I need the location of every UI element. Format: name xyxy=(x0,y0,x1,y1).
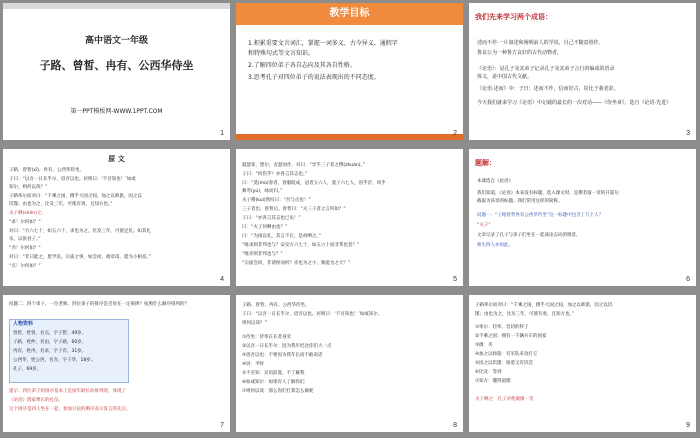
text-line: 则何以哉？” xyxy=(242,321,267,326)
text-line: 提示：四位弟子的排序基本上是按年龄长幼排列的，体现了 xyxy=(9,389,126,394)
text-line: ③毋吾以也：不要因为我年长而不敢说话 xyxy=(242,353,323,358)
slide-number: 9 xyxy=(686,422,690,429)
text-line: ⑥如或知尔：如果有人了解你们 xyxy=(242,380,305,385)
goal-line: 1.积累重要文言词汇，掌握一词多义、古今异义、通假字 xyxy=(248,40,398,47)
text-line: 对曰：“非曰能之，愿学焉。宗庙之事，如会同，端章甫，愿为小相焉。” xyxy=(9,255,151,260)
text-line: 子曰：“亦各言其志也已矣！” xyxy=(242,216,301,221)
text-line: 曰：“夫子何哂由也？” xyxy=(242,225,288,230)
text-line: 三子者出，曾皙后。曾皙曰：“夫三子者之言何如？” xyxy=(242,207,346,212)
text-line: “点！尔何如？” xyxy=(9,264,41,269)
text-line: ⑤不吾知：宾语前置，不了解我 xyxy=(242,371,305,376)
text-line: “唯求则非邦也与？安见方六七十，如五六十而非邦也者？” xyxy=(242,243,360,248)
text-line: “赤！尔何如？” xyxy=(9,246,41,251)
slide-title: 教学目标 xyxy=(329,8,370,19)
text-line: 鲁哀公为一种鲁方哀好的古代动物者。 xyxy=(477,50,563,56)
text-line: 师生四人亦如此。 xyxy=(477,243,513,248)
slide-thumbnail-8[interactable] xyxy=(236,295,463,432)
text-line: ⑦知方：懂得道理 xyxy=(475,379,511,384)
text-line: 今天我们就来学习《论语》中记载的最长的一次对话——《侍坐章》，选自《论语·先进》 xyxy=(477,100,672,106)
text-line: 这个排序是四人坐在一起，参加讨论的顺序表示发言的先后。 xyxy=(9,407,131,412)
slide-thumbnail-6[interactable] xyxy=(469,149,696,286)
slide-thumbnail-5[interactable] xyxy=(236,149,463,286)
text-line: 冉有，姓冉，名求，字子有，31岁。 xyxy=(13,349,87,354)
text-line: “唯赤则非邦也与？” xyxy=(242,252,283,257)
slide-title: 子路、曾皙、冉有、公西华侍坐 xyxy=(39,59,194,72)
slide-title: 我们先来学习两个成语： xyxy=(475,13,552,21)
text-line: 公西华，姓公西，名赤，字子华，18岁。 xyxy=(13,358,96,363)
text-line: 人物资料 xyxy=(13,321,34,327)
text-line: ③摄：夹 xyxy=(475,343,493,348)
text-line: 曰：“为国以礼，其言不让，是故哂之。” xyxy=(242,234,321,239)
text-line: 夫子哂(shěn)之。 xyxy=(9,211,46,216)
slide-thumbnail-2[interactable] xyxy=(236,3,463,140)
text-line: 夫子喟(kuì)然叹曰：“吾与点也！” xyxy=(242,198,311,203)
slide-title: 题解： xyxy=(475,159,496,167)
text-line: 《论语》：是孔子及其弟子记录孔子及其弟子言行的编成的语录 xyxy=(477,66,615,72)
text-line: 子曰：“何伤乎？亦各言其志也。” xyxy=(242,172,308,177)
text-line: 述而不作·一片叙述和阐明前人的学说，自己不随意创作。 xyxy=(477,40,604,46)
slide-number: 1 xyxy=(220,130,224,137)
text-line: ④居：平时 xyxy=(242,362,265,367)
slide-thumbnail-9[interactable] xyxy=(469,295,696,432)
slide-footer: 第一PPT模板网-WWW.1PPT.COM xyxy=(70,108,163,115)
slide-number: 8 xyxy=(453,422,457,429)
text-line: 我们知道，《论语》本来没有标题，选入课文时，是撰者取一章的开篇句 xyxy=(477,191,619,196)
goal-line: 3.思考孔子对四位弟子的说法表现出的不同态度。 xyxy=(248,74,380,81)
text-line: 体文，是中国古代文献。 xyxy=(477,74,533,80)
text-line: 子曰：“以吾一日长乎尔，毋吾以也。居则曰：‘不吾知也！’如或知尔， xyxy=(242,312,383,317)
slide-title: 原 文 xyxy=(108,155,125,163)
slide-thumbnail-1[interactable] xyxy=(3,3,230,140)
text-line: 孔子，69岁。 xyxy=(13,367,42,372)
text-line: ②以吾一日长乎尔：因为我年纪比你们大一点 xyxy=(242,344,332,349)
slide-number: 2 xyxy=(453,130,457,137)
text-line: 鼓瑟希，铿尔，舍瑟而作，对曰：“异乎三子者之撰(zhuàn)。” xyxy=(242,163,366,168)
text-line: 馑；由也为之，比及三年，可使有勇，且知方也。” xyxy=(475,312,575,317)
slide-thumbnail-7[interactable] xyxy=(3,295,230,432)
text-line: 对曰：“方六七十，如五六十，求也为之，比及三年，可使足民。如其礼 xyxy=(9,229,151,234)
goal-line: 和特殊句式等文言知识。 xyxy=(248,50,315,57)
text-line: ⑦则何以哉：那么你们打算怎么做呢 xyxy=(242,389,314,394)
text-line: ⑥比及：等到 xyxy=(475,370,502,375)
bottom-band xyxy=(236,134,463,140)
text-line: 截取为该章的标题。我们常用这样的简称。 xyxy=(477,199,563,204)
text-line: “夫子” xyxy=(477,223,491,228)
text-line: 问题一：“子路曾皙冉有公西华侍坐”这一标题中包含了几个人？ xyxy=(477,213,604,218)
text-line: 乐，以俟君子。” xyxy=(9,237,41,242)
text-line: ②千乘之国：拥有一千辆兵车的国家 xyxy=(475,334,547,339)
text-line: 曰：“莫(mù)春者，春服既成，冠者五六人，童子六七人，浴乎沂，风乎 xyxy=(242,181,386,186)
text-line: 子路率尔而对曰：“千乘之国，摄乎大国之间，加之以师旅，因之以 xyxy=(9,194,142,199)
slide-number: 6 xyxy=(686,276,690,283)
text-line: 《论语》儒家尊长的礼仪。 xyxy=(9,398,63,403)
text-line: 文章记录了孔子与弟子们坐在一起谈论志向的情景， xyxy=(477,233,581,238)
text-line: 子路率尔而对曰：“千乘之国，摄乎大国之间，加之以师旅，因之以饥 xyxy=(475,303,613,308)
slide-number: 4 xyxy=(220,276,224,283)
text-line: ①侍坐：侍奉在长者身旁 xyxy=(242,335,292,340)
text-line: ⑤因之以饥馑：接着又有饥荒 xyxy=(475,361,534,366)
text-line: 饥馑；由也为之，比及三年，可使有勇，且知方也。” xyxy=(9,202,113,207)
top-band xyxy=(3,3,230,9)
slide-thumbnail-3[interactable] xyxy=(469,3,696,140)
slide-number: 5 xyxy=(453,276,457,283)
slide-number: 3 xyxy=(686,130,690,137)
text-line: 子路，姓仲，名由，字子路，60岁。 xyxy=(13,340,87,345)
slide-number: 7 xyxy=(220,422,224,429)
text-line: ①率尔：轻率、急切的样子 xyxy=(475,325,529,330)
slide-grade: 高中语文一年级 xyxy=(84,36,148,46)
slide-thumbnail-4[interactable] xyxy=(3,149,230,286)
text-line: 子路、曾皙、冉有、公西华侍坐。 xyxy=(242,303,310,308)
slide-title: 问题二：四个弟子、一位老师、四位弟子的排序是否处在一定规律？按照什么顺序排列的？ xyxy=(9,302,189,307)
text-line: “求！尔何如？” xyxy=(9,220,41,225)
text-line: 知尔，则何以哉？” xyxy=(9,185,48,190)
text-line: 舞雩(yú)，咏而归。” xyxy=(242,189,283,194)
text-line: 曾皙，姓曾，名点，字子皙，49岁。 xyxy=(13,331,87,336)
text-line: 夫子哂之：孔子对他微微一笑 xyxy=(475,397,534,402)
text-line: 子曰：“以吾一日长乎尔，毋吾以也。居则曰：‘不吾知也！’如或 xyxy=(9,177,136,182)
text-line: 《论语·述而》中：子曰：述而不作，信而好古，窃比于我老彭。 xyxy=(477,86,619,92)
text-line: “宗庙会同，非诸侯而何？赤也为之小，孰能为之大？” xyxy=(242,261,351,266)
text-line: 本课选自《论语》 xyxy=(477,179,513,184)
goal-line: 2.了解四位弟子各自志向及其各自性格。 xyxy=(248,62,356,69)
text-line: ④加之以师旅：有军队来攻打它 xyxy=(475,352,538,357)
text-line: 子路、曾皙(xī)、冉有、公西华侍坐。 xyxy=(9,168,84,173)
